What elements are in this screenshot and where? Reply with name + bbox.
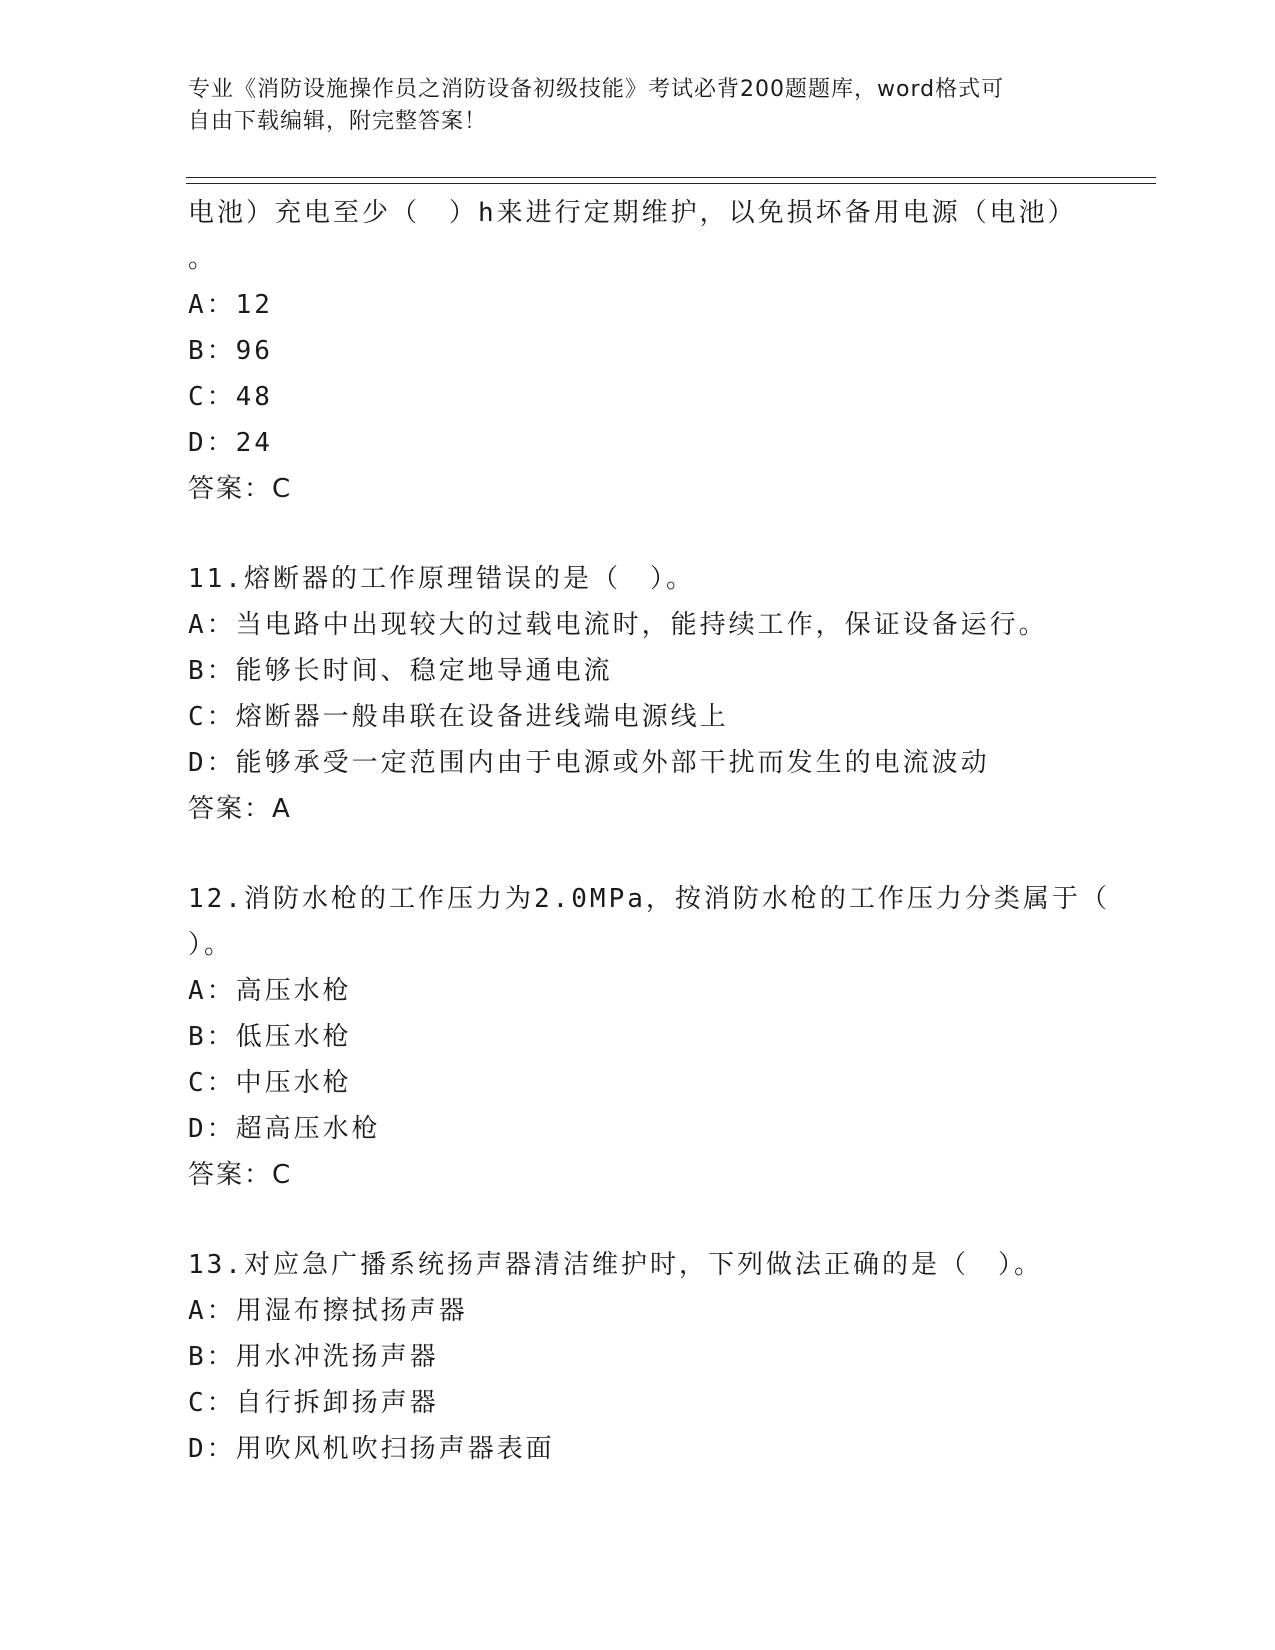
option-text: 中压水枪	[235, 1068, 352, 1098]
option-key: A：	[188, 610, 236, 640]
option-text: 12	[235, 290, 273, 320]
option-text: 能够承受一定范围内由于电源或外部干扰而发生的电流波动	[235, 748, 990, 778]
header-divider-top	[186, 177, 1156, 178]
document-header	[188, 74, 1068, 138]
option-text: 熔断器一般串联在设备进线端电源线上	[235, 702, 729, 732]
answer-line: 答案：A	[188, 794, 292, 824]
option-text: 超高压水枪	[235, 1114, 381, 1144]
question-stem: 13.对应急广播系统扬声器清洁维护时，下列做法正确的是（ ）。	[188, 1250, 1043, 1280]
question-13	[188, 1242, 1088, 1472]
question-11	[188, 556, 1088, 832]
question-stem: 11.熔断器的工作原理错误的是（ ）。	[188, 564, 695, 594]
question-list	[188, 190, 1110, 1472]
option-text: 自行拆卸扬声器	[235, 1388, 439, 1418]
option-text: 用吹风机吹扫扬声器表面	[235, 1434, 555, 1464]
option-text: 48	[235, 382, 273, 412]
option-key: B：	[188, 1022, 236, 1052]
option-key: C：	[188, 1388, 236, 1418]
option-c	[188, 694, 1088, 740]
option-key: D：	[188, 1114, 236, 1144]
option-b	[188, 1334, 1088, 1380]
option-text: 当电路中出现较大的过载电流时，能持续工作，保证设备运行。	[235, 610, 1048, 640]
answer-line: 答案：C	[188, 474, 293, 504]
option-key: A：	[188, 290, 236, 320]
option-key: C：	[188, 702, 236, 732]
question-stem: 12.消防水枪的工作压力为2.0MPa，按消防水枪的工作压力分类属于（	[188, 884, 1110, 914]
option-b	[188, 648, 1088, 694]
option-a	[188, 1288, 1088, 1334]
option-text: 用水冲洗扬声器	[235, 1342, 439, 1372]
option-key: A：	[188, 976, 236, 1006]
option-text: 24	[235, 428, 273, 458]
option-key: D：	[188, 1434, 236, 1464]
option-d	[188, 1426, 1088, 1472]
option-key: B：	[188, 336, 236, 366]
header-line-1: 专业《消防设施操作员之消防设备初级技能》考试必背200题题库，word格式可	[188, 77, 1005, 102]
option-key: C：	[188, 1068, 236, 1098]
question-stem-continued: ）。	[188, 930, 234, 960]
option-a	[188, 602, 1088, 648]
option-c	[188, 1380, 1088, 1426]
option-d	[188, 420, 1088, 466]
option-text: 96	[235, 336, 273, 366]
option-text: 低压水枪	[235, 1022, 352, 1052]
answer-line: 答案：C	[188, 1160, 293, 1190]
header-line-2: 自由下载编辑，附完整答案！	[188, 109, 488, 134]
option-b	[188, 328, 1088, 374]
option-key: D：	[188, 748, 236, 778]
option-a	[188, 968, 1088, 1014]
option-text: 用湿布擦拭扬声器	[235, 1296, 468, 1326]
question-stem: 电池）充电至少（ ）h来进行定期维护，以免损坏备用电源（电池）	[188, 198, 1077, 228]
option-b	[188, 1014, 1088, 1060]
option-c	[188, 1060, 1088, 1106]
question-stem-continued: 。	[188, 244, 218, 274]
option-c	[188, 374, 1088, 420]
question-10	[188, 190, 1088, 512]
question-12	[188, 876, 1110, 1198]
option-key: C：	[188, 382, 236, 412]
option-key: B：	[188, 1342, 236, 1372]
option-text: 能够长时间、稳定地导通电流	[235, 656, 613, 686]
option-text: 高压水枪	[235, 976, 352, 1006]
option-key: D：	[188, 428, 236, 458]
option-key: B：	[188, 656, 236, 686]
option-d	[188, 1106, 1088, 1152]
option-key: A：	[188, 1296, 236, 1326]
option-d	[188, 740, 1088, 786]
option-a	[188, 282, 1088, 328]
header-divider-bottom	[186, 183, 1156, 184]
